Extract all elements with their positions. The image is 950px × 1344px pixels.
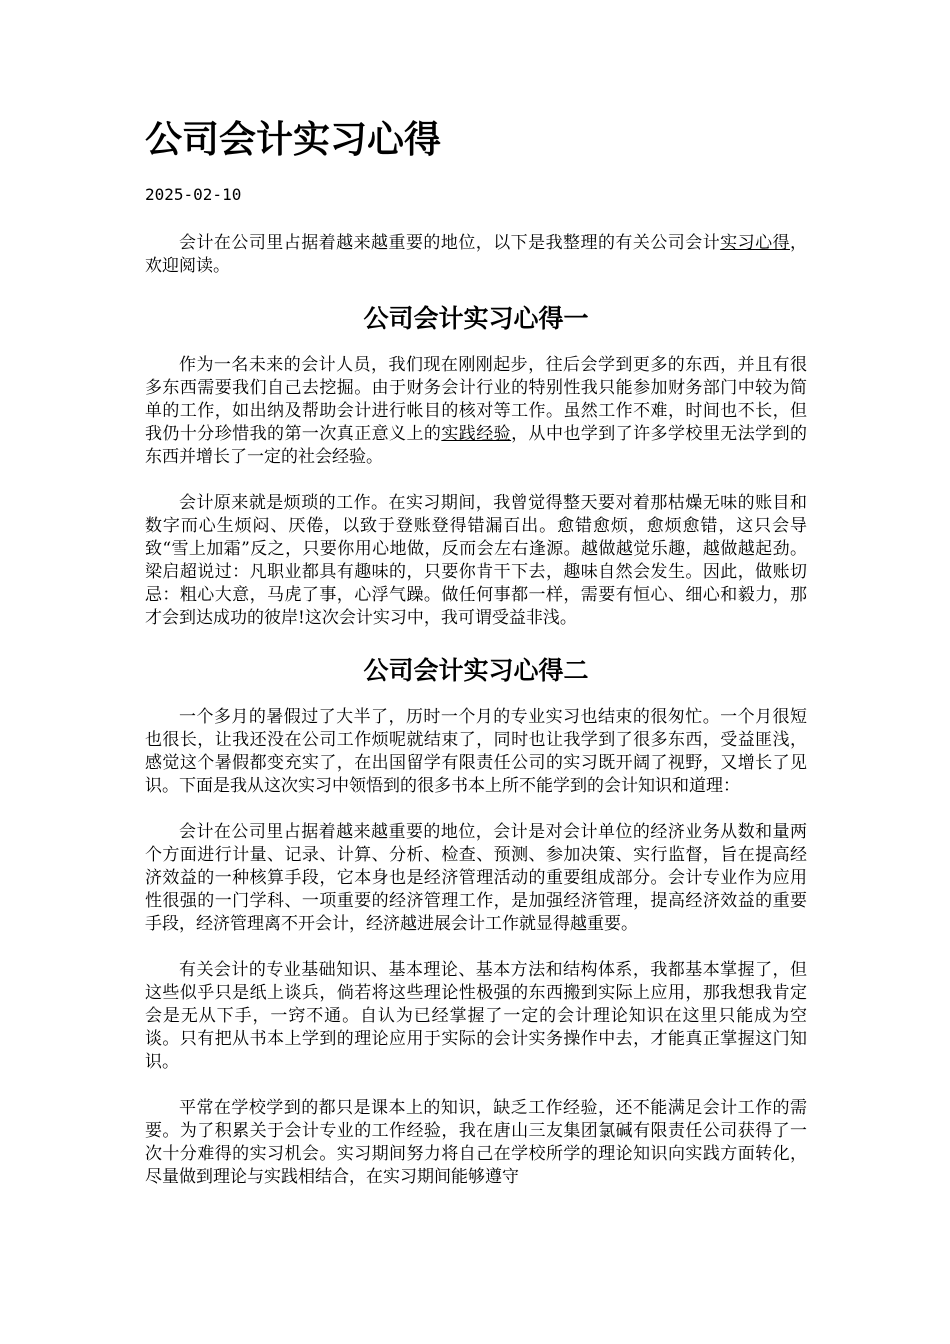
document-title: 公司会计实习心得 (145, 118, 441, 161)
section2-paragraph-2: 会计在公司里占据着越来越重要的地位，会计是对会计单位的经济业务从数和量两个方面进行计量、记录、计算、分析、检查、预测、参加决策、实行监督，旨在提高经济效益的一种核算手段，它本身也是经济管理活动的重要组成部分。会计专业作为应用性很强的一门学科、一项重要的经济管理工作，是加强经济管理，提高经济效益的重要手段，经济管理离不开会计，经济越进展会计工作就显得越重要。 (145, 822, 807, 934)
intro-text-after: ，欢迎阅读。 (145, 233, 808, 276)
intro-paragraph (145, 232, 807, 278)
section2-paragraph-3: 有关会计的专业基础知识、基本理论、基本方法和结构体系，我都基本掌握了，但这些似乎只是纸上谈兵，倘若将这些理论性极强的东西搬到实际上应用，那我想我肯定会是无从下手，一窍不通。自认为已经掌握了一定的会计理论知识在这里只能成为空谈。只有把从书本上学到的理论应用于实际的会计实务操作中去，才能真正掌握这门知识。 (145, 960, 807, 1072)
section-heading-2: 公司会计实习心得二 (363, 656, 589, 685)
intro-text-before: 会计在公司里占据着越来越重要的地位，以下是我整理的有关公司会计 (179, 233, 721, 253)
section1-paragraph-1 (145, 354, 807, 469)
section1-paragraph-2: 会计原来就是烦琐的工作。在实习期间，我曾觉得整天要对着那枯燥无味的账目和数字而心生烦闷、厌倦，以致于登账登得错漏百出。愈错愈烦，愈烦愈错，这只会导致“雪上加霜”反之，只要你用心地做，反而会左右逢源。越做越觉乐趣，越做越起劲。梁启超说过：凡职业都具有趣味的，只要你肯干下去，趣味自然会发生。因此，做账切忌：粗心大意，马虎了事，心浮气躁。做任何事都一样，需要有恒心、细心和毅力，那才会到达成功的彼岸!这次会计实习中，我可谓受益非浅。 (145, 493, 807, 628)
practice-experience-link[interactable]: 实践经验 (441, 424, 512, 444)
section2-paragraph-1: 一个多月的暑假过了大半了，历时一个月的专业实习也结束的很匆忙。一个月很短也很长，让我还没在公司工作烦呢就结束了，同时也让我学到了很多东西，受益匪浅，感觉这个暑假都变充实了，在出国留学有限责任公司的实习既开阔了视野，又增长了见识。下面是我从这次实习中领悟到的很多书本上所不能学到的会计知识和道理： (145, 707, 807, 796)
internship-experience-link[interactable]: 实习心得 (720, 233, 791, 253)
publish-date: 2025-02-10 (145, 185, 242, 204)
section-heading-1: 公司会计实习心得一 (363, 304, 589, 333)
section1-p1-after: ，从中也学到了许多学校里无法学到的东西并增长了一定的社会经验。 (145, 424, 808, 467)
document-page (145, 112, 807, 1212)
section1-p1-before: 作为一名未来的会计人员，我们现在刚刚起步，往后会学到更多的东西，并且有很多东西需要我们自己去挖掘。由于财务会计行业的特别性我只能参加财务部门中较为简单的工作，如出纳及帮助会计进行帐目的核对等工作。虽然工作不难，时间也不长，但我仍十分珍惜我的第一次真正意义上的 (145, 355, 807, 444)
section2-paragraph-4: 平常在学校学到的都只是课本上的知识，缺乏工作经验，还不能满足会计工作的需要。为了积累关于会计专业的工作经验，我在唐山三友集团氯碱有限责任公司获得了一次十分难得的实习机会。实习期间努力将自己在学校所学的理论知识向实践方面转化，尽量做到理论与实践相结合，在实习期间能够遵守 (145, 1098, 807, 1187)
